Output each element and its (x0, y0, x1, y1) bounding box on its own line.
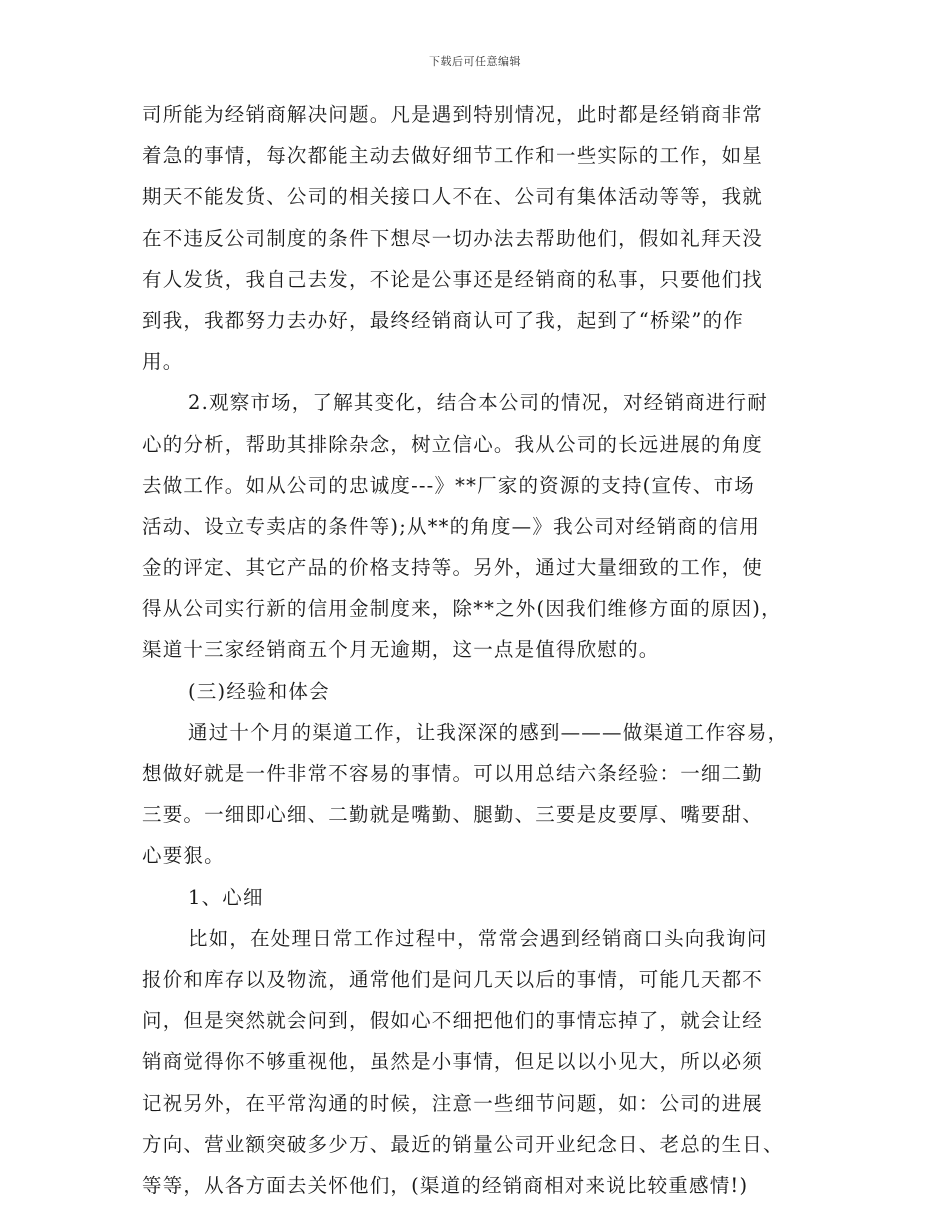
text-line: 得从公司实行新的信用金制度来，除**之外(因我们维修方面的原因)， (142, 597, 782, 621)
text-line: 方向、营业额突破多少万、最近的销量公司开业纪念日、老总的生日、 (142, 1132, 784, 1156)
text-line: 比如，在处理日常工作过程中，常常会遇到经销商口头向我询问 (188, 926, 768, 950)
text-line: 活动、设立专卖店的条件等);从**的角度—》我公司对经销商的信用 (142, 514, 761, 538)
text-line: 报价和库存以及物流，通常他们是问几天以后的事情，可能几天都不 (142, 967, 764, 991)
text-line: 心的分析，帮助其排除杂念，树立信心。我从公司的长远进展的角度 (142, 432, 764, 456)
text-line: 记祝另外，在平常沟通的时候，注意一些细节问题，如：公司的进展 (142, 1091, 764, 1115)
text-line: 金的评定、其它产品的价格支持等。另外，通过大量细致的工作，使 (142, 556, 764, 580)
text-line: 心要狠。 (142, 844, 225, 868)
text-line: 等等，从各方面去关怀他们，(渠道的经销商相对来说比较重感情!) (142, 1173, 749, 1197)
text-line: 司所能为经销商解决问题。凡是遇到特别情况，此时都是经销商非常 (142, 103, 764, 126)
page-header: 下载后可任意编辑 (429, 55, 521, 68)
text-line: 去做工作。如从公司的忠诚度---》**厂家的资源的支持(宣传、市场 (142, 473, 755, 497)
text-line: 在不违反公司制度的条件下想尽一切办法去帮助他们，假如礼拜天没 (142, 226, 764, 250)
text-line: 着急的事情，每次都能主动去做好细节工作和一些实际的工作，如星 (142, 144, 764, 168)
text-line: 有人发货，我自己去发，不论是公事还是经销商的私事，只要他们找 (142, 267, 764, 291)
text-line: 渠道十三家经销商五个月无逾期，这一点是值得欣慰的。 (142, 638, 660, 662)
document-body (142, 94, 812, 1206)
text-line: 销商觉得你不够重视他，虽然是小事情，但足以以小见大，所以必须 (142, 1050, 764, 1074)
text-line: 三要。一细即心细、二勤就是嘴勤、腿勤、三要是皮要厚、嘴要甜、 (142, 803, 764, 827)
text-line: (三)经验和体会 (188, 679, 330, 703)
text-line: 2.观察市场，了解其变化，结合本公司的情况，对经销商进行耐 (188, 391, 768, 415)
text-line: 用。 (142, 350, 184, 374)
text-line: 问，但是突然就会问到，假如心不细把他们的事情忘掉了，就会让经 (142, 1009, 764, 1033)
text-line: 想做好就是一件非常不容易的事情。可以用总结六条经验：一细二勤 (142, 762, 764, 785)
text-line: 期天不能发货、公司的相关接口人不在、公司有集体活动等等，我就 (142, 185, 764, 209)
text-line: 通过十个月的渠道工作，让我深深的感到———做渠道工作容易， (188, 720, 789, 744)
text-line: 1、心细 (188, 885, 264, 909)
text-line: 到我，我都努力去办好，最终经销商认可了我，起到了“桥梁”的作 (142, 308, 744, 332)
